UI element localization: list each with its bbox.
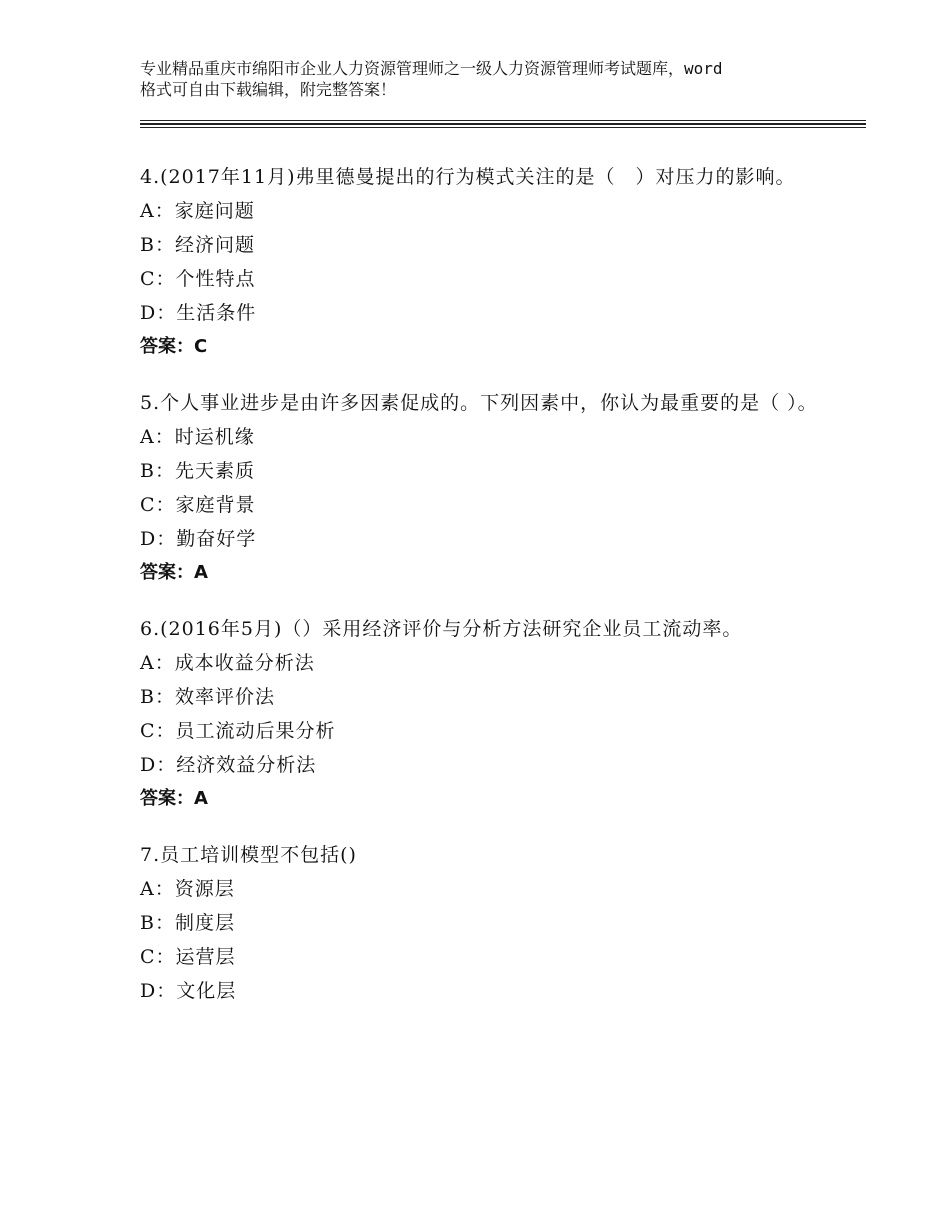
question-7 bbox=[140, 838, 840, 1008]
option-a: A：资源层 bbox=[140, 878, 235, 900]
option-d: D：勤奋好学 bbox=[140, 528, 257, 550]
option-c: C：员工流动后果分析 bbox=[140, 720, 336, 742]
option-b: B：经济问题 bbox=[140, 234, 255, 256]
question-list bbox=[140, 160, 840, 1030]
header-line-2: 格式可自由下载编辑，附完整答案！ bbox=[140, 80, 397, 99]
question-6 bbox=[140, 612, 840, 816]
answer-label: 答案：C bbox=[140, 336, 208, 357]
header-divider-bottom bbox=[140, 127, 866, 128]
question-text: 5.个人事业进步是由许多因素促成的。下列因素中，你认为最重要的是（ ）。 bbox=[140, 392, 818, 414]
option-d: D：经济效益分析法 bbox=[140, 754, 317, 776]
option-b: B：先天素质 bbox=[140, 460, 255, 482]
question-text: 4.(2017年11月)弗里德曼提出的行为模式关注的是（ ）对压力的影响。 bbox=[140, 166, 796, 188]
option-b: B：制度层 bbox=[140, 912, 235, 934]
option-d: D：文化层 bbox=[140, 980, 237, 1002]
header-divider-middle bbox=[140, 123, 866, 125]
question-text: 6.(2016年5月)（）采用经济评价与分析方法研究企业员工流动率。 bbox=[140, 618, 743, 640]
option-d: D：生活条件 bbox=[140, 302, 257, 324]
option-c: C：个性特点 bbox=[140, 268, 256, 290]
document-header bbox=[140, 58, 840, 100]
question-text: 7.员工培训模型不包括() bbox=[140, 844, 357, 866]
header-line-1: 专业精品重庆市绵阳市企业人力资源管理师之一级人力资源管理师考试题库，word bbox=[140, 59, 723, 78]
header-divider-top bbox=[140, 120, 866, 121]
question-4 bbox=[140, 160, 840, 364]
option-a: A：时运机缘 bbox=[140, 426, 255, 448]
option-b: B：效率评价法 bbox=[140, 686, 275, 708]
option-a: A：家庭问题 bbox=[140, 200, 255, 222]
option-a: A：成本收益分析法 bbox=[140, 652, 315, 674]
question-5 bbox=[140, 386, 840, 590]
answer-label: 答案：A bbox=[140, 788, 208, 809]
option-c: C：运营层 bbox=[140, 946, 236, 968]
option-c: C：家庭背景 bbox=[140, 494, 256, 516]
answer-label: 答案：A bbox=[140, 562, 208, 583]
